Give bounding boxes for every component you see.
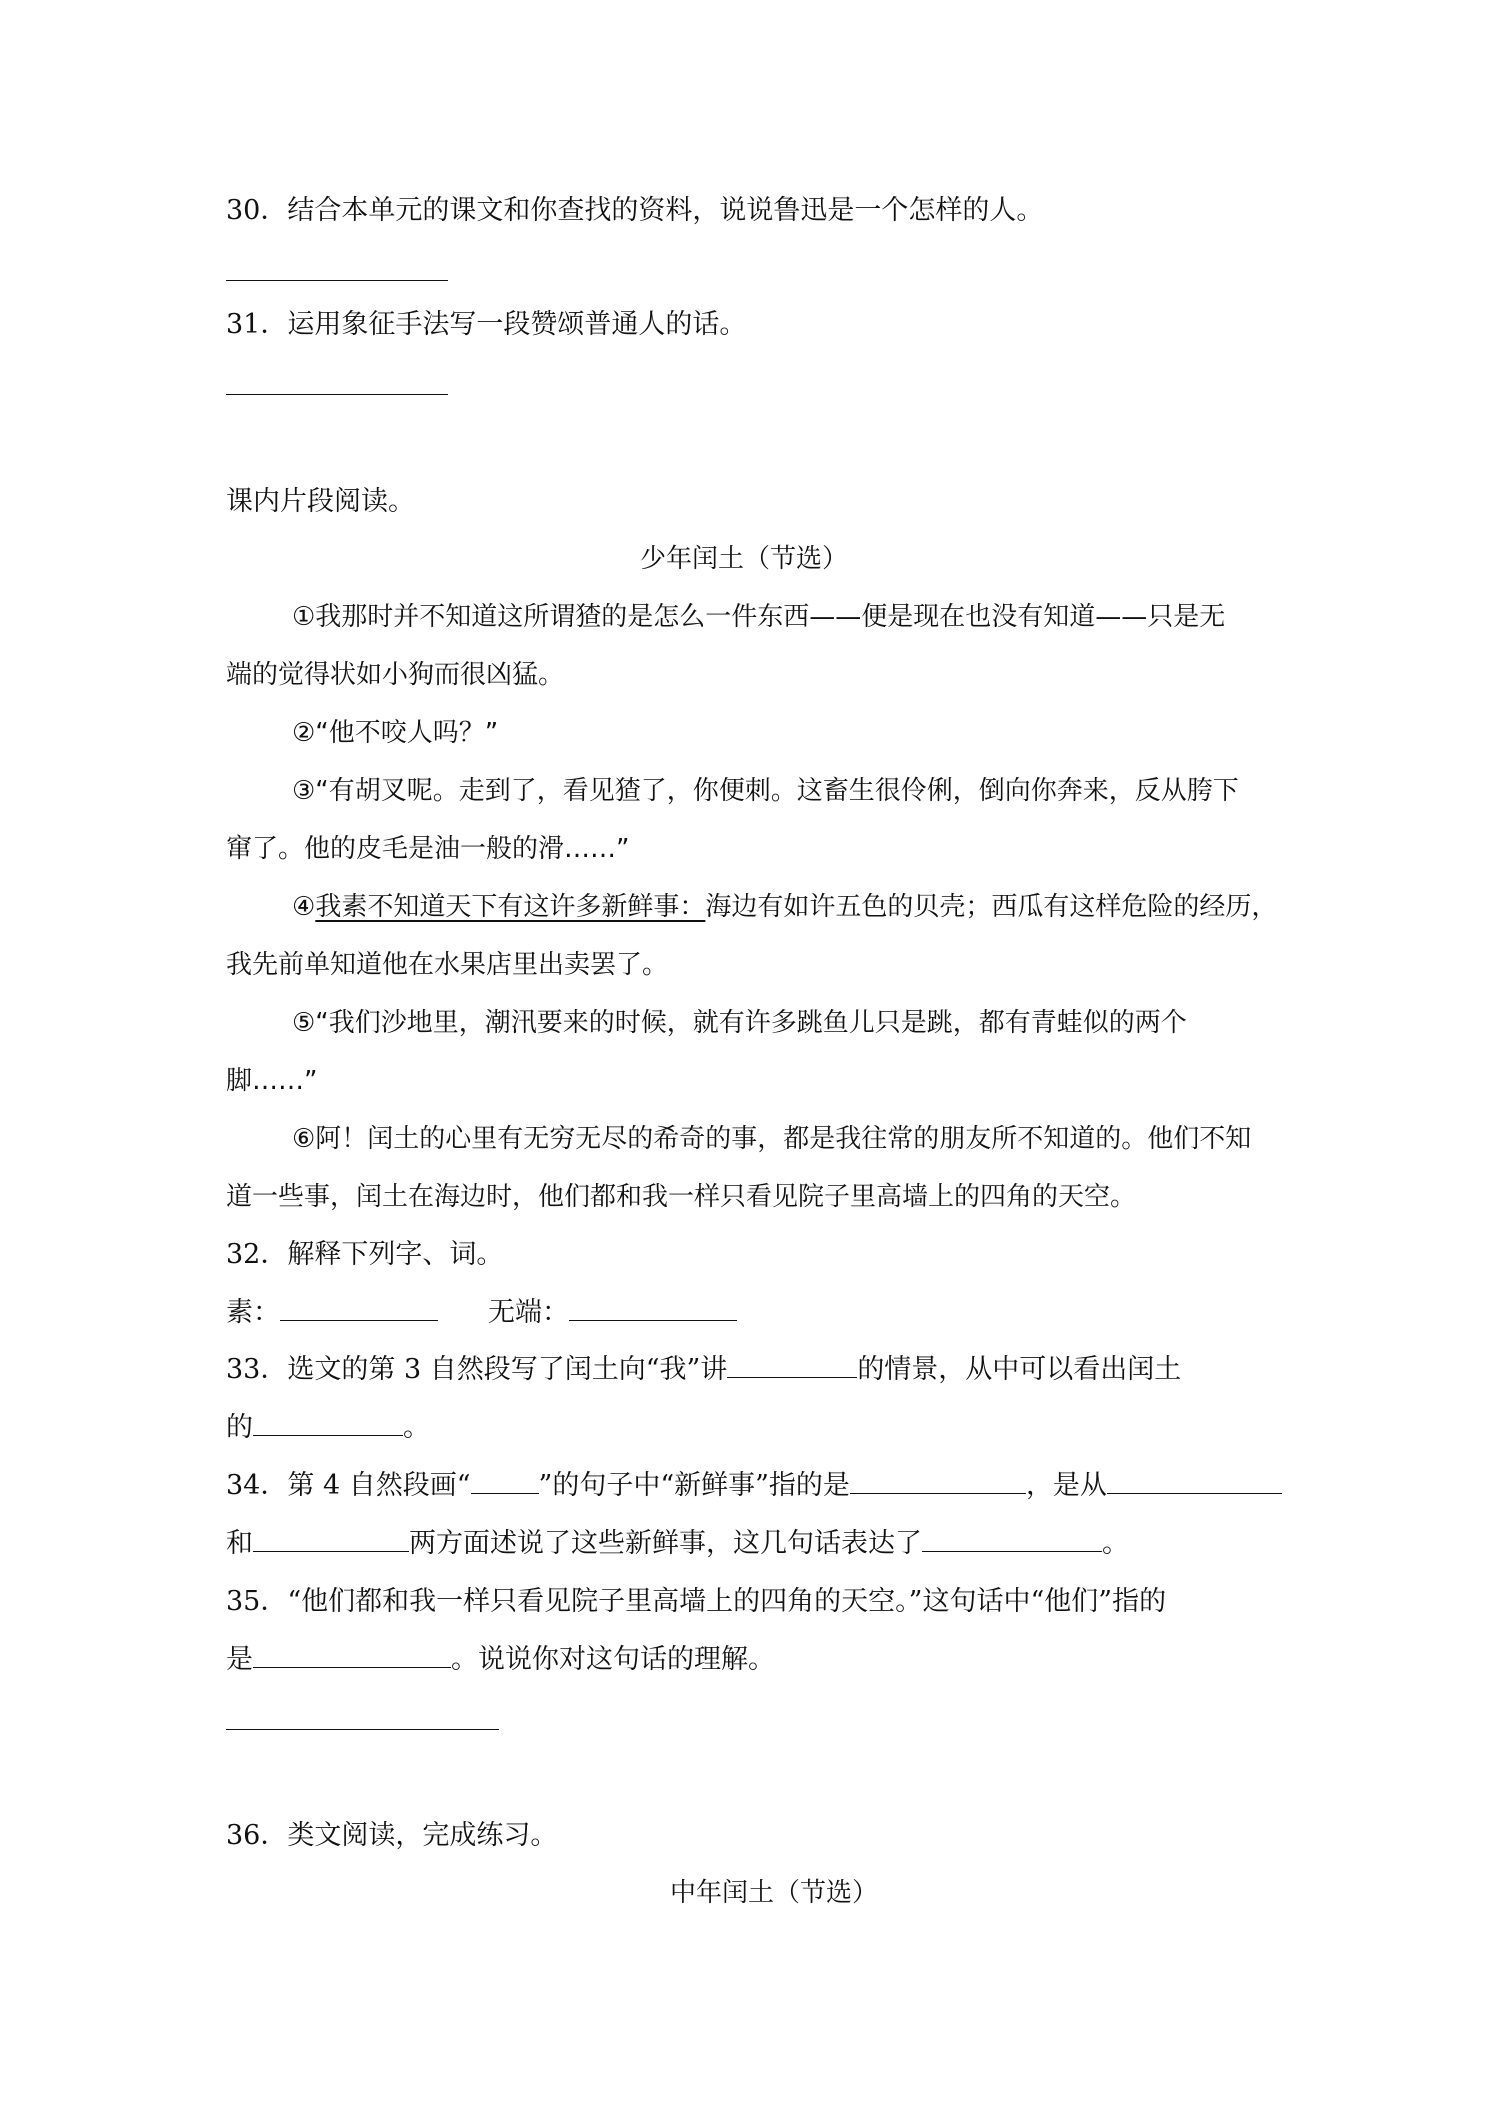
passage1-p3-line1: ③“有胡叉呢。走到了，看见猹了，你便刺。这畜生很伶俐，倒向你奔来，反从胯下 — [292, 776, 1239, 806]
passage1-p6-line2: 道一些事，闰土在海边时，他们都和我一样只看见院子里高墙上的四角的天空。 — [226, 1182, 1137, 1212]
passage1-p4-line1 — [292, 889, 1277, 925]
answer-line-31 — [226, 394, 448, 395]
p4-number: ④ — [292, 892, 316, 922]
q34-text-4: 和 — [226, 1528, 253, 1559]
q35-text-3: 。说说你对这句话的理解。 — [451, 1644, 775, 1675]
question-31: 31．运用象征手法写一段赞颂普通人的话。 — [226, 309, 747, 340]
question-32-blanks — [226, 1295, 737, 1331]
passage1-p5-line2: 脚……” — [226, 1066, 318, 1096]
passage1-p2: ②“他不咬人吗？” — [292, 718, 499, 748]
passage1-p1-line1: ①我那时并不知道这所谓猹的是怎么一件东西——便是现在也没有知道——只是无 — [292, 602, 1226, 632]
label-su: 素： — [226, 1297, 280, 1328]
blank-wuduan[interactable] — [569, 1298, 737, 1321]
blank-q33-a[interactable] — [727, 1355, 857, 1378]
q34-text-2: ”的句子中“新鲜事”指的是 — [538, 1470, 850, 1501]
passage1-p3-line2: 窜了。他的皮毛是油一般的滑……” — [226, 834, 630, 864]
blank-q34-c[interactable] — [1107, 1471, 1282, 1494]
q35-text-2: 是 — [226, 1644, 253, 1675]
question-30: 30．结合本单元的课文和你查找的资料，说说鲁迅是一个怎样的人。 — [226, 195, 1044, 226]
passage1-p1-line2: 端的觉得状如小狗而很凶猛。 — [226, 660, 565, 690]
section-intro: 课内片段阅读。 — [226, 486, 415, 517]
question-32: 32．解释下列字、词。 — [226, 1239, 504, 1270]
passage1-p5-line1: ⑤“我们沙地里，潮汛要来的时候，就有许多跳鱼儿只是跳，都有青蛙似的两个 — [292, 1008, 1187, 1038]
answer-line-30 — [226, 280, 448, 281]
question-33-line1 — [226, 1352, 1181, 1388]
blank-q35[interactable] — [253, 1645, 451, 1668]
blank-q34-d[interactable] — [253, 1529, 409, 1552]
question-35-line1: 35．“他们都和我一样只看见院子里高墙上的四角的天空。”这句话中“他们”指的 — [226, 1586, 1167, 1617]
blank-q34-a[interactable] — [471, 1471, 539, 1494]
p4-rest: 海边有如许五色的贝壳；西瓜有这样危险的经历， — [705, 892, 1278, 922]
q33-text-2: 的情景，从中可以看出闰土 — [857, 1354, 1182, 1385]
q34-text-6: 。 — [1102, 1528, 1129, 1559]
passage1-p4-line2: 我先前单知道他在水果店里出卖罢了。 — [226, 950, 669, 980]
passage-title-2: 中年闰土（节选） — [670, 1878, 879, 1908]
blank-q33-b[interactable] — [253, 1413, 403, 1436]
q34-text-1: 34．第 4 自然段画“ — [226, 1470, 471, 1501]
q33-text-3: 的 — [226, 1412, 253, 1443]
blank-q34-b[interactable] — [850, 1471, 1026, 1494]
q33-text-1: 33．选文的第 3 自然段写了闰土向“我”讲 — [226, 1354, 728, 1385]
question-33-line2 — [226, 1410, 430, 1446]
question-34-line1 — [226, 1468, 1282, 1504]
question-35-line2 — [226, 1642, 775, 1678]
blank-q34-e[interactable] — [922, 1529, 1102, 1552]
q34-text-3: ，是从 — [1025, 1470, 1107, 1501]
answer-line-35 — [226, 1729, 499, 1730]
q34-text-5: 两方面述说了这些新鲜事，这几句话表达了 — [409, 1528, 922, 1559]
passage-title-1: 少年闰土（节选） — [640, 544, 849, 574]
question-36: 36．类文阅读，完成练习。 — [226, 1820, 558, 1851]
p4-underlined-sentence: 我素不知道天下有这许多新鲜事： — [315, 892, 706, 922]
question-34-line2 — [226, 1526, 1129, 1562]
label-wuduan: 无端： — [488, 1297, 569, 1328]
blank-su[interactable] — [280, 1298, 438, 1321]
q33-text-4: 。 — [403, 1412, 430, 1443]
passage1-p6-line1: ⑥阿！闰土的心里有无穷无尽的希奇的事，都是我往常的朋友所不知道的。他们不知 — [292, 1124, 1252, 1154]
